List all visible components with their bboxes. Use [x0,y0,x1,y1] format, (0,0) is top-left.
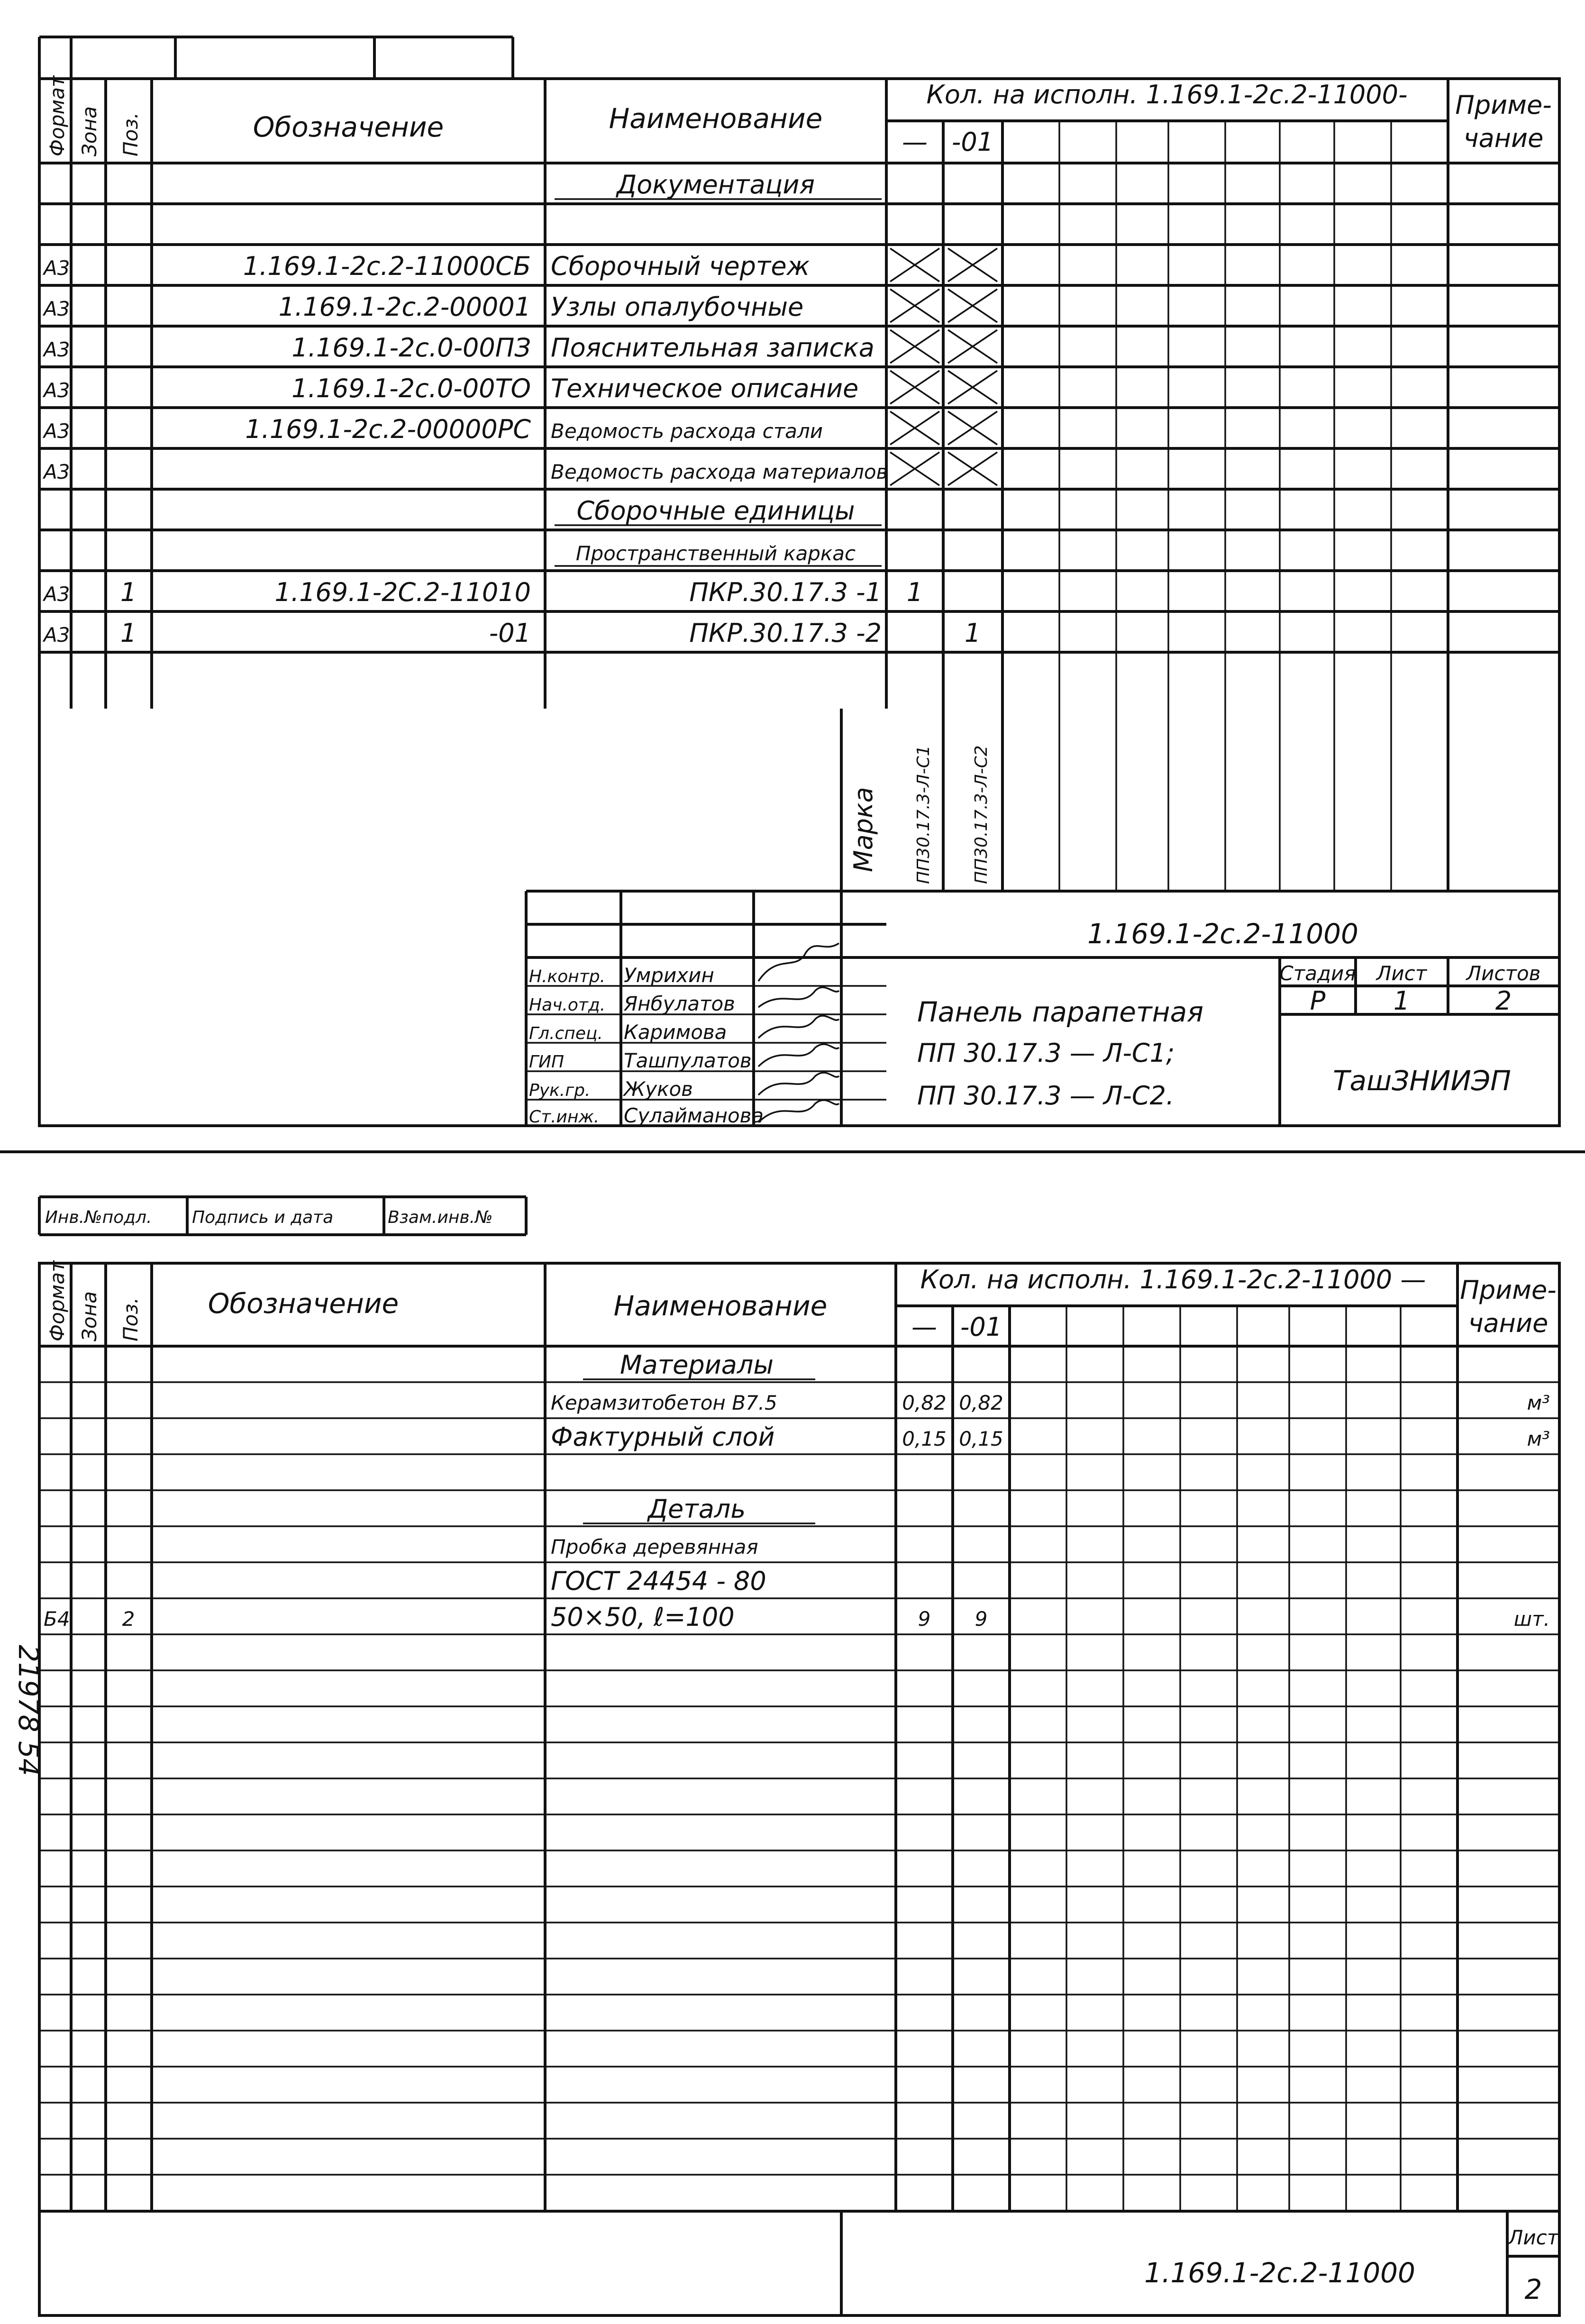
top-strip-2 [39,1197,526,1235]
cell-name: Сборочный чертеж [551,251,810,281]
signer-name: Янбулатов [624,992,735,1015]
cell-qty-variant-1: 0,82 [902,1391,947,1414]
cross-mark [948,330,997,363]
cross-mark [890,452,939,485]
cell-designation: 1.169.1-2с.0-00ТО [291,374,531,403]
sheets-label: Листов [1466,962,1541,985]
table-row [42,330,997,363]
col-pos-header: Поз. [119,112,142,156]
cell-name: Фактурный слой [551,1422,775,1452]
cell-name: 50×50, ℓ=100 [551,1602,735,1632]
table-row [583,1494,815,1524]
section-heading: Пространственный каркас [575,542,856,565]
signer-role: Рук.гр. [529,1081,591,1100]
table-row [42,452,997,485]
signer-name: Умрихин [624,964,714,987]
col-note-header-line1: Приме- [1455,90,1552,120]
signature-date-label: Подпись и дата [192,1208,334,1227]
cell-name: Пробка деревянная [551,1535,758,1558]
signature-scribbles [758,943,839,1122]
cell-pos: 1 [120,577,137,607]
variant-1-header: — [902,127,928,157]
title-block [526,891,1559,1127]
stage-value: Р [1310,986,1326,1016]
signer-row [529,1021,727,1044]
cross-mark [890,330,939,363]
col-format-header: Формат [46,75,69,156]
cell-note: м³ [1527,1427,1550,1450]
cell-name: Ведомость расхода материалов [551,460,888,483]
replaced-inv-label: Взам.инв.№ [388,1208,493,1227]
table-row [555,542,882,566]
cell-qty-variant-2: 1 [964,618,981,648]
sheet-value: 1 [1393,986,1410,1016]
col-qty-header-2: Кол. на исполн. 1.169.1-2с.2-11000 — [920,1265,1426,1294]
signer-row [529,1049,752,1072]
cell-format: А3 [44,297,70,320]
cell-name: ПКР.30.17.3 -2 [689,618,882,648]
cell-format: А3 [44,583,70,606]
signer-name: Сулайманова [624,1104,764,1127]
cell-designation: 1.169.1-2с.2-00000РС [245,414,531,444]
col-format-header-2: Формат [46,1260,69,1341]
col-designation-header-2: Обозначение [208,1287,399,1320]
title-line-2: ПП 30.17.3 — Л-С1; [917,1038,1175,1068]
cell-designation: 1.169.1-2с.0-00ПЗ [291,333,531,363]
table-row [42,618,981,648]
cell-name: Техническое описание [551,374,859,403]
cell-qty-variant-1: 1 [906,577,923,607]
cell-designation: 1.169.1-2с.2-11000СБ [243,251,531,281]
signer-role: Н.контр. [529,967,606,986]
marka-variant-1: ПП30.17.3-Л-С1 [914,745,933,884]
cross-mark [948,371,997,404]
sheet-2 [12,1197,1559,2315]
top-strip [39,37,513,79]
sheet-2-row-lines [39,1382,1559,2211]
cross-mark [890,289,939,322]
cell-name: Пояснительная записка [551,333,874,363]
cross-mark [890,371,939,404]
variant-2-header: -01 [951,127,994,157]
variant-1-header-2: — [911,1312,937,1342]
cross-mark [890,411,939,445]
variant-2-header-2: -01 [960,1312,1002,1342]
signer-role: Ст.инж. [529,1107,600,1127]
section-heading: Документация [617,170,815,200]
col-note-header-line2: чание [1463,123,1544,153]
table-row [42,248,997,282]
signer-row [529,1077,693,1101]
cell-qty-variant-2: 9 [975,1607,988,1631]
inv-number-label: Инв.№подл. [45,1208,152,1227]
cell-name: Ведомость расхода стали [551,419,823,443]
sheet-1 [39,37,1559,1127]
col-note-header-2-line1: Приме- [1460,1275,1557,1305]
table-row [583,1350,815,1380]
cell-format: А3 [44,256,70,280]
title-line-1: Панель парапетная [917,996,1204,1028]
cell-format: А3 [44,379,70,402]
cell-format: А3 [44,419,70,443]
footer-sheet-number: 2 [1524,2273,1542,2306]
table-row [42,289,997,322]
cell-name: ПКР.30.17.3 -1 [689,577,882,607]
cell-qty-variant-1: 0,15 [902,1427,947,1450]
signer-role: ГИП [529,1052,565,1072]
signer-name: Каримова [624,1021,727,1044]
cell-qty-variant-1: 9 [918,1607,931,1631]
cell-name: Узлы опалубочные [551,292,804,322]
cross-mark [890,248,939,282]
sheet-2-frame [39,1263,1559,2315]
stage-label: Стадия [1279,962,1356,985]
cross-mark [948,411,997,445]
cell-qty-variant-2: 0,82 [959,1391,1003,1414]
footer-code: 1.169.1-2с.2-11000 [1144,2257,1415,2289]
table-row [551,1535,758,1558]
col-zone-header: Зона [78,106,101,156]
signer-row [529,992,735,1015]
cell-designation: -01 [489,618,531,648]
cell-format: А3 [44,460,70,483]
sheet-label: Лист [1376,962,1427,985]
section-heading: Материалы [620,1350,774,1380]
table-row [551,1566,766,1596]
signer-row [529,1104,764,1127]
signers [529,964,764,1127]
section-heading: Деталь [647,1494,746,1524]
col-zone-header-2: Зона [78,1291,101,1341]
signer-role: Гл.спец. [529,1024,603,1043]
col-name-header-2: Наименование [613,1290,828,1322]
signer-name: Жуков [624,1077,693,1101]
footer-sheet-label: Лист [1508,2226,1559,2249]
col-qty-header: Кол. на исполн. 1.169.1-2с.2-11000- [926,80,1408,109]
marka-variant-2: ПП30.17.3-Л-С2 [972,745,991,884]
cross-mark [948,289,997,322]
col-name-header: Наименование [609,102,823,135]
signer-role: Нач.отд. [529,995,606,1015]
cell-pos: 2 [122,1607,135,1631]
cross-mark [948,452,997,485]
cell-format: Б4 [44,1607,70,1631]
cell-name: Керамзитобетон В7.5 [551,1391,777,1414]
cell-pos: 1 [120,618,137,648]
sheets-value: 2 [1495,986,1512,1016]
cell-note: шт. [1513,1607,1550,1631]
table-row [42,371,997,404]
col-pos-header-2: Поз. [119,1297,142,1341]
cell-format: А3 [44,623,70,647]
organization: ТашЗНИИЭП [1333,1065,1511,1097]
marka-area [841,709,1559,891]
footer-block [39,2211,1559,2315]
col-note-header-2-line2: чание [1468,1308,1549,1338]
cell-format: А3 [44,338,70,361]
side-archive-number: 21978 54 [12,1645,45,1776]
cell-qty-variant-2: 0,15 [959,1427,1003,1450]
cell-designation: 1.169.1-2С.2-11010 [274,577,531,607]
cross-mark [948,248,997,282]
table-row [42,577,923,607]
title-line-3: ПП 30.17.3 — Л-С2. [917,1081,1175,1111]
table-row [555,170,882,200]
table-row [555,496,882,526]
title-block-code: 1.169.1-2с.2-11000 [1087,918,1358,950]
cell-designation: 1.169.1-2с.2-00001 [278,292,531,322]
table-row [44,1602,1550,1632]
col-designation-header: Обозначение [253,111,444,143]
marka-label: Марка [848,787,878,872]
cell-note: м³ [1527,1391,1550,1414]
table-header-2 [39,1260,1559,2211]
cell-name: ГОСТ 24454 - 80 [551,1566,766,1596]
table-row [42,411,997,445]
signer-name: Ташпулатов [624,1049,752,1072]
section-heading: Сборочные единицы [576,496,855,526]
